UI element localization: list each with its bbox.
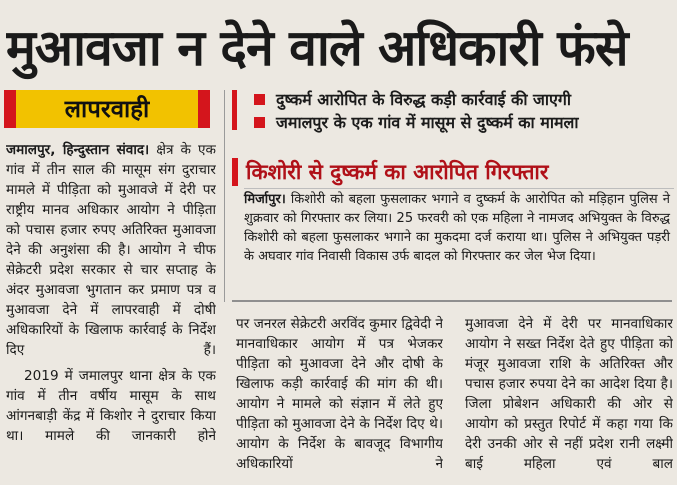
boxed-story-header (232, 156, 672, 188)
highlight-text: दुष्कर्म आरोपित के विरुद्ध कड़ी कार्रवाई की जाएगी (276, 90, 572, 109)
bullet-square-icon (254, 117, 265, 128)
boxed-story-headline: किशोरी से दुष्कर्म का आरोपित गिरफ्तार (246, 160, 549, 184)
story-column-2: पर जनरल सेक्रेटरी अरविंद कुमार द्विवेदी ने मानवाधिकार आयोग में पत्र भेजकर पीड़िता को मुआवजा देने और दोषी के खिलाफ कड़ी कार्रवाई की मांग की थी। आयोग ने मामले को संज्ञान में लेते हुए पीड़िता को मुआवजा देने के निर्देश दिए थे। आयोग के निर्देश के बावजूद विभागीय अधिकारियों ने (236, 316, 443, 472)
category-tag (4, 90, 210, 128)
column-divider (224, 90, 225, 302)
story-column-3: मुआवजा देने में देरी पर मानवाधिकार आयोग ने सख्त निर्देश देते हुए पीड़िता को मंजूर मुआवजा राशि के अतिरिक्त और पचास हजार रुपया देने का आदेश दिया है। जिला प्रोबेशन अधिकारी की ओर से आयोग को प्रस्तुत रिपोर्ट में कहा गया कि देरी उनकी ओर से नहीं प्रदेश रानी लक्ष्मी बाई महिला एवं बाल (465, 316, 673, 472)
boxed-story-bottom-rule (232, 300, 672, 302)
tag-left-bar (4, 90, 16, 128)
highlight-accent-bar (232, 90, 237, 130)
bullet-square-icon (254, 94, 265, 105)
tag-label: लापरवाही (16, 90, 198, 128)
highlight-text: जमालपुर के एक गांव में मासूम से दुष्कर्म का मामला (276, 113, 579, 132)
subhead-accent-bar (232, 158, 238, 186)
main-headline: मुआवजा न देने वाले अधिकारी फंसे (6, 19, 628, 77)
boxed-story-text: किशोरी को बहला फुसलाकर भगाने व दुष्कर्म के आरोपित को मड़िहान पुलिस ने शुक्रवार को गिरफ्तार कर लिया। 25 फरवरी को एक महिला ने नामजद अभियुक्त के विरुद्ध किशोरी को बहला फुसलाकर भगाने का मुकदमा दर्ज कराया था। पुलिस ने अभियुक्त पड़री के अघवार गांव निवासी विकास उर्फ बादल को गिरफ्तार कर जेल भेज दिया। (244, 192, 670, 264)
highlights-list (252, 88, 672, 134)
boxed-story-dateline: मिर्जापुर। (244, 192, 286, 207)
highlight-item (252, 88, 672, 111)
subhead-rule (244, 188, 674, 189)
story-text: क्षेत्र के एक गांव में तीन साल की मासूम संग दुराचार मामले में पीड़िता को मुआवजे में देरी पर राष्ट्रीय मानव अधिकार आयोग ने पीड़िता को पचास हजार रुपए अतिरिक्त मुआवजा देने की अनुशंसा की है। आयोग ने चीफ सेक्रेटरी प्रदेश सरकार से चार सप्ताह के अंदर मुआवजा भुगतान कर प्रमाण पत्र व मुआवजा देने में लापरवाही में दोषी अधिकारियों के खिलाफ कार्रवाई के निर्देश दिए हैं। (6, 142, 216, 358)
story-paragraph (6, 140, 216, 360)
story-paragraph: 2019 में जमालपुर थाना क्षेत्र के एक गांव में तीन वर्षीय मासूम के साथ आंगनबाड़ी केंद्र में किशोर ने दुराचार किया था। मामले की जानकारी होने (6, 368, 216, 444)
story-dateline: जमालपुर, हिन्दुस्तान संवाद। (6, 142, 150, 158)
story-column-1 (6, 140, 216, 485)
tag-right-bar (198, 90, 210, 128)
highlight-item (252, 111, 672, 134)
boxed-story-body (244, 190, 670, 266)
